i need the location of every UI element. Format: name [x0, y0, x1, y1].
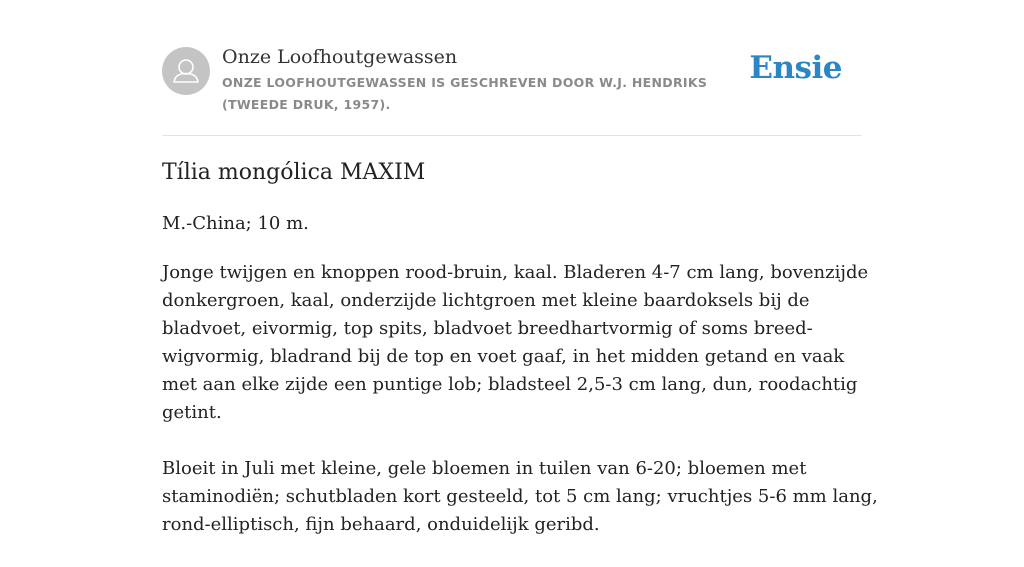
book-description: ONZE LOOFHOUTGEWASSEN IS GESCHREVEN DOOR W.J. HENDRIKS (TWEEDE DRUK, 1957). [222, 75, 708, 112]
book-header [162, 0, 862, 136]
entry-region: M.-China; 10 m. [162, 213, 309, 234]
book-title[interactable]: Onze Loofhoutgewassen [222, 46, 458, 68]
brand-logo-link[interactable]: Ensie [749, 50, 842, 86]
entry-paragraph: Jonge twijgen en knoppen rood-bruin, kaal. Bladeren 4-7 cm lang, bovenzijde donkergroen, kaal, onderzijde lichtgroen met kleine baardoksels bij de bladvoet, eivormig, top spits, bladvoet breedhartvormig of soms breed-wigvormig, bladrand bij de top en voet gaaf, in het midden getand en vaak met aan elke zijde een puntige lob; bladsteel 2,5-3 cm lang, dun, roodachtig getint. [162, 262, 869, 423]
entry-body [162, 259, 882, 567]
user-placeholder-icon [162, 47, 210, 95]
entry-title: Tília mongólica MAXIM [162, 160, 426, 185]
entry-paragraph: Bloeit in Juli met kleine, gele bloemen in tuilen van 6-20; bloemen met staminodiën; schutbladen kort gesteeld, tot 5 cm lang; vruchtjes 5-6 mm lang, rond-elliptisch, fijn behaard, onduidelijk geribd. [162, 458, 878, 535]
page-container [162, 0, 878, 535]
